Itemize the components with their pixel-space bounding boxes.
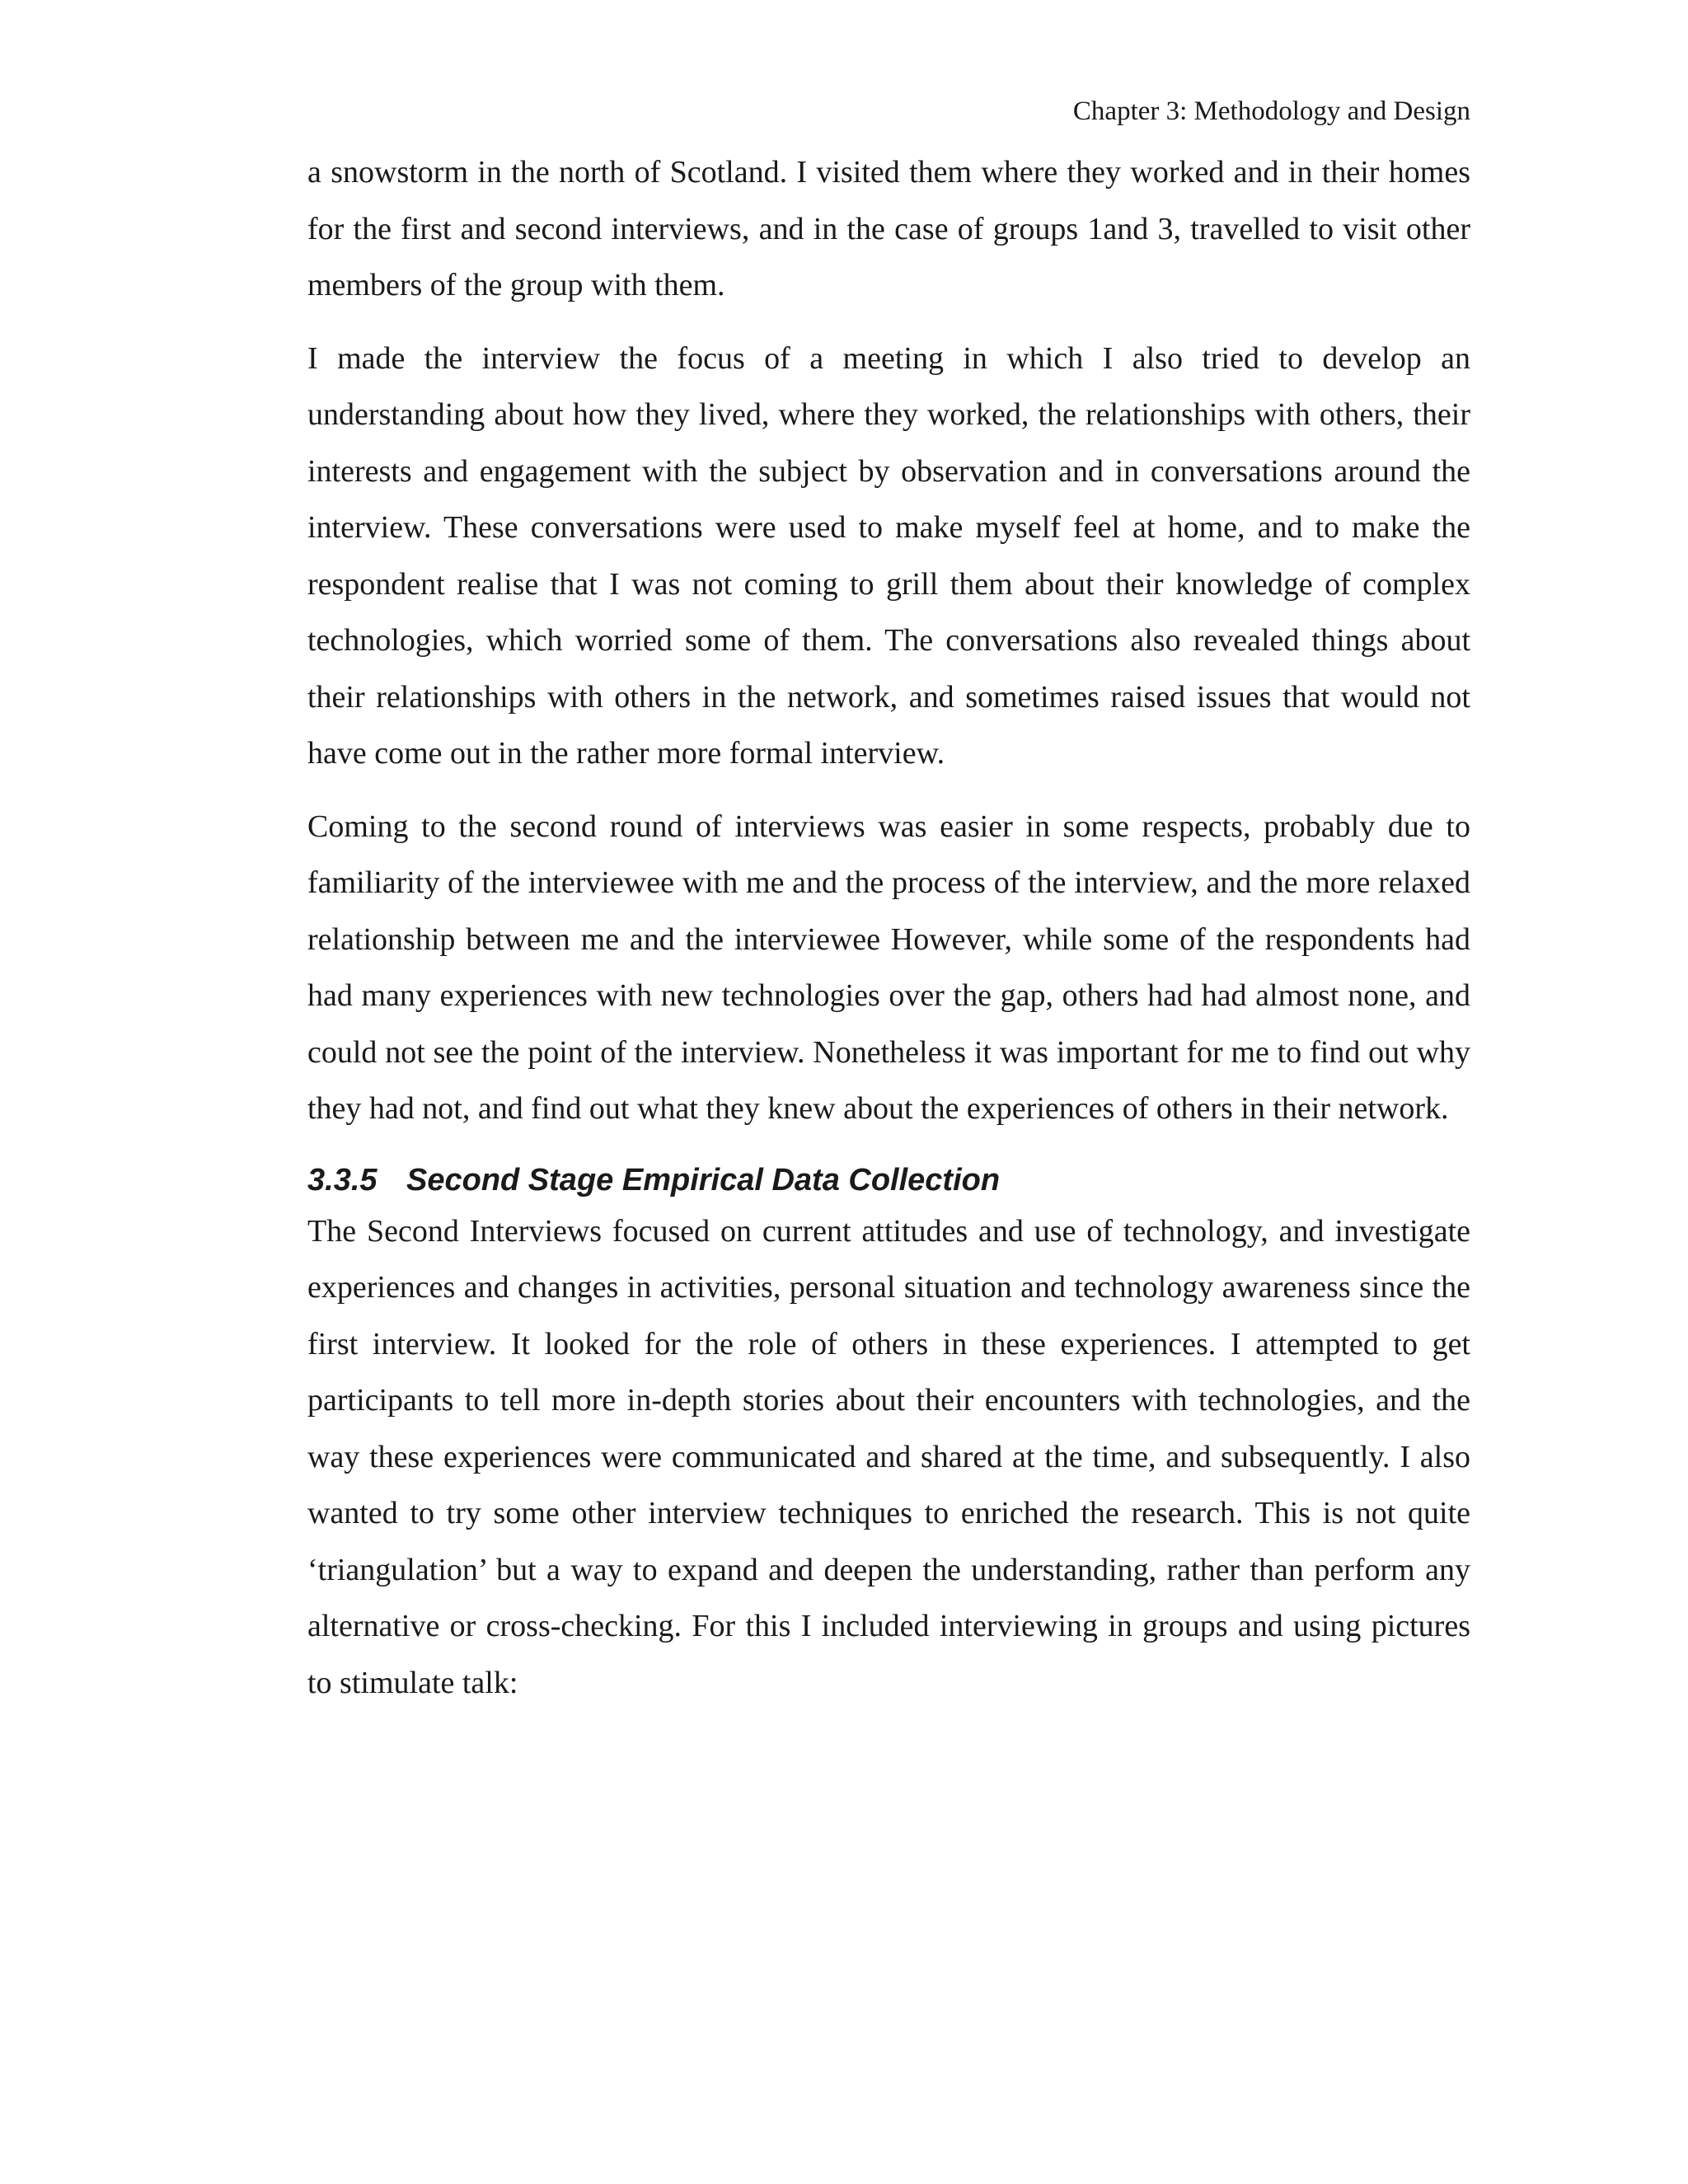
paragraph-snowstorm-visits: a snowstorm in the north of Scotland. I visited them where they worked and in their homes for the first and second interviews, and in the case of groups 1and 3, travelled to visit other members of the group with them. [307,155,1470,302]
paragraph-interview-meeting: I made the interview the focus of a meeting in which I also tried to develop an understanding about how they lived, where they worked, the relationships with others, their interests and engagement with the subject by observation and in conversations around the interview. These conversations were used to make myself feel at home, and to make the respondent realise that I was not coming to grill them about their knowledge of complex technologies, which worried some of them. The conversations also revealed things about their relationships with others in the network, and sometimes raised issues that would not have come out in the rather more formal interview. [307,340,1470,771]
running-header: Chapter 3: Methodology and Design [1072,96,1470,126]
paragraph-second-interviews: The Second Interviews focused on current attitudes and use of technology, and investigate experiences and changes in activities, personal situation and technology awareness since the first interview. It looked for the role of others in these experiences. I attempted to get participants to tell more in-depth stories about their encounters with technologies, and the way these experiences were communicated and shared at the time, and subsequently. I also wanted to try some other interview techniques to enriched the research. This is not quite ‘triangulation’ but a way to expand and deepen the understanding, rather than perform any alternative or cross-checking. For this I included interviewing in groups and using pictures to stimulate talk: [307,1213,1470,1700]
paragraph-second-round: Coming to the second round of interviews was easier in some respects, probably due to familiarity of the interviewee with me and the process of the interview, and the more relaxed relationship between me and the interviewee However, while some of the respondents had had many experiences with new technologies over the gap, others had had almost none, and could not see the point of the interview. Nonetheless it was important for me to find out why they had not, and find out what they knew about the experiences of others in their network. [307,808,1470,1126]
section-heading [307,1157,1470,1203]
section-title: Second Stage Empirical Data Collection [406,1162,1001,1197]
section-number: 3.3.5 [307,1162,377,1197]
page-body [307,144,1470,1711]
